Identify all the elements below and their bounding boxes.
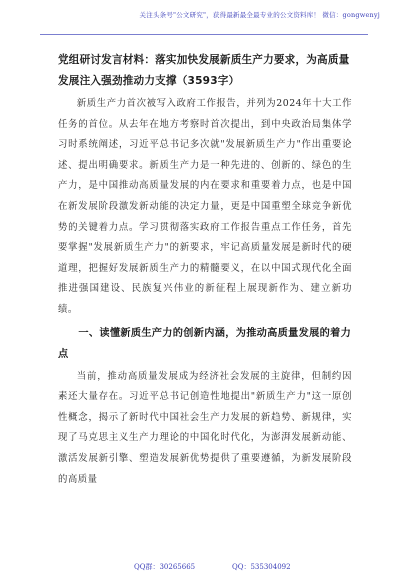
qq-contact-number: QQ：535304092: [232, 563, 291, 571]
document-body: [58, 50, 352, 490]
qq-group-number: QQ群：30265665: [134, 563, 196, 571]
header-divider: [40, 34, 368, 35]
page-header: [0, 0, 408, 44]
section-heading-1: 一、读懂新质生产力的创新内涵，为推动高质量发展的着力点: [58, 327, 352, 360]
header-banner: 关注头条号"公文研究"，获得最新最全最专业的公文资料库！ 微信：gongwenyj: [139, 11, 380, 19]
page-footer: [0, 560, 408, 578]
intro-paragraph: 新质生产力首次被写入政府工作报告，并列为2024年十大工作任务的首位。从去年在地方考察时首次提出，到中央政治局集体学习时系统阐述，习近平总书记多次就"发展新质生产力"作出重要论述、提出明确要求。新质生产力是一种先进的、创新的、绿色的生产力，是中国推动高质量发展的内在要求和重要着力点，也是中国在新发展阶段激发新动能的决定力量，更是中国重塑全球竞争新优势的关键着力点。学习贯彻落实政府工作报告重点工作任务，首先要掌握"发展新质生产力"的新要求，牢记高质量发展是新时代的硬道理，把握好发展新质生产力的精髓要义，在以中国式现代化全面推进强国建设、民族复兴伟业的新征程上展现新作为、建立新功绩。: [58, 98, 352, 315]
document-title: 党组研讨发言材料：落实加快发展新质生产力要求，为高质量发展注入强劲推动力支撑（3593字）: [58, 54, 350, 87]
section-1-paragraph: 当前，推动高质量发展成为经济社会发展的主旋律，但制约因素还大量存在。习近平总书记创造性地提出"新质生产力"这一原创性概念，揭示了新时代中国社会生产力发展的新趋势、新规律，实现了马克思主义生产力理论的中国化时代化，为澎湃发展新动能、激活发展新引擎、塑造发展新优势提供了重要遵循，为新发展阶段的高质量: [58, 370, 352, 485]
